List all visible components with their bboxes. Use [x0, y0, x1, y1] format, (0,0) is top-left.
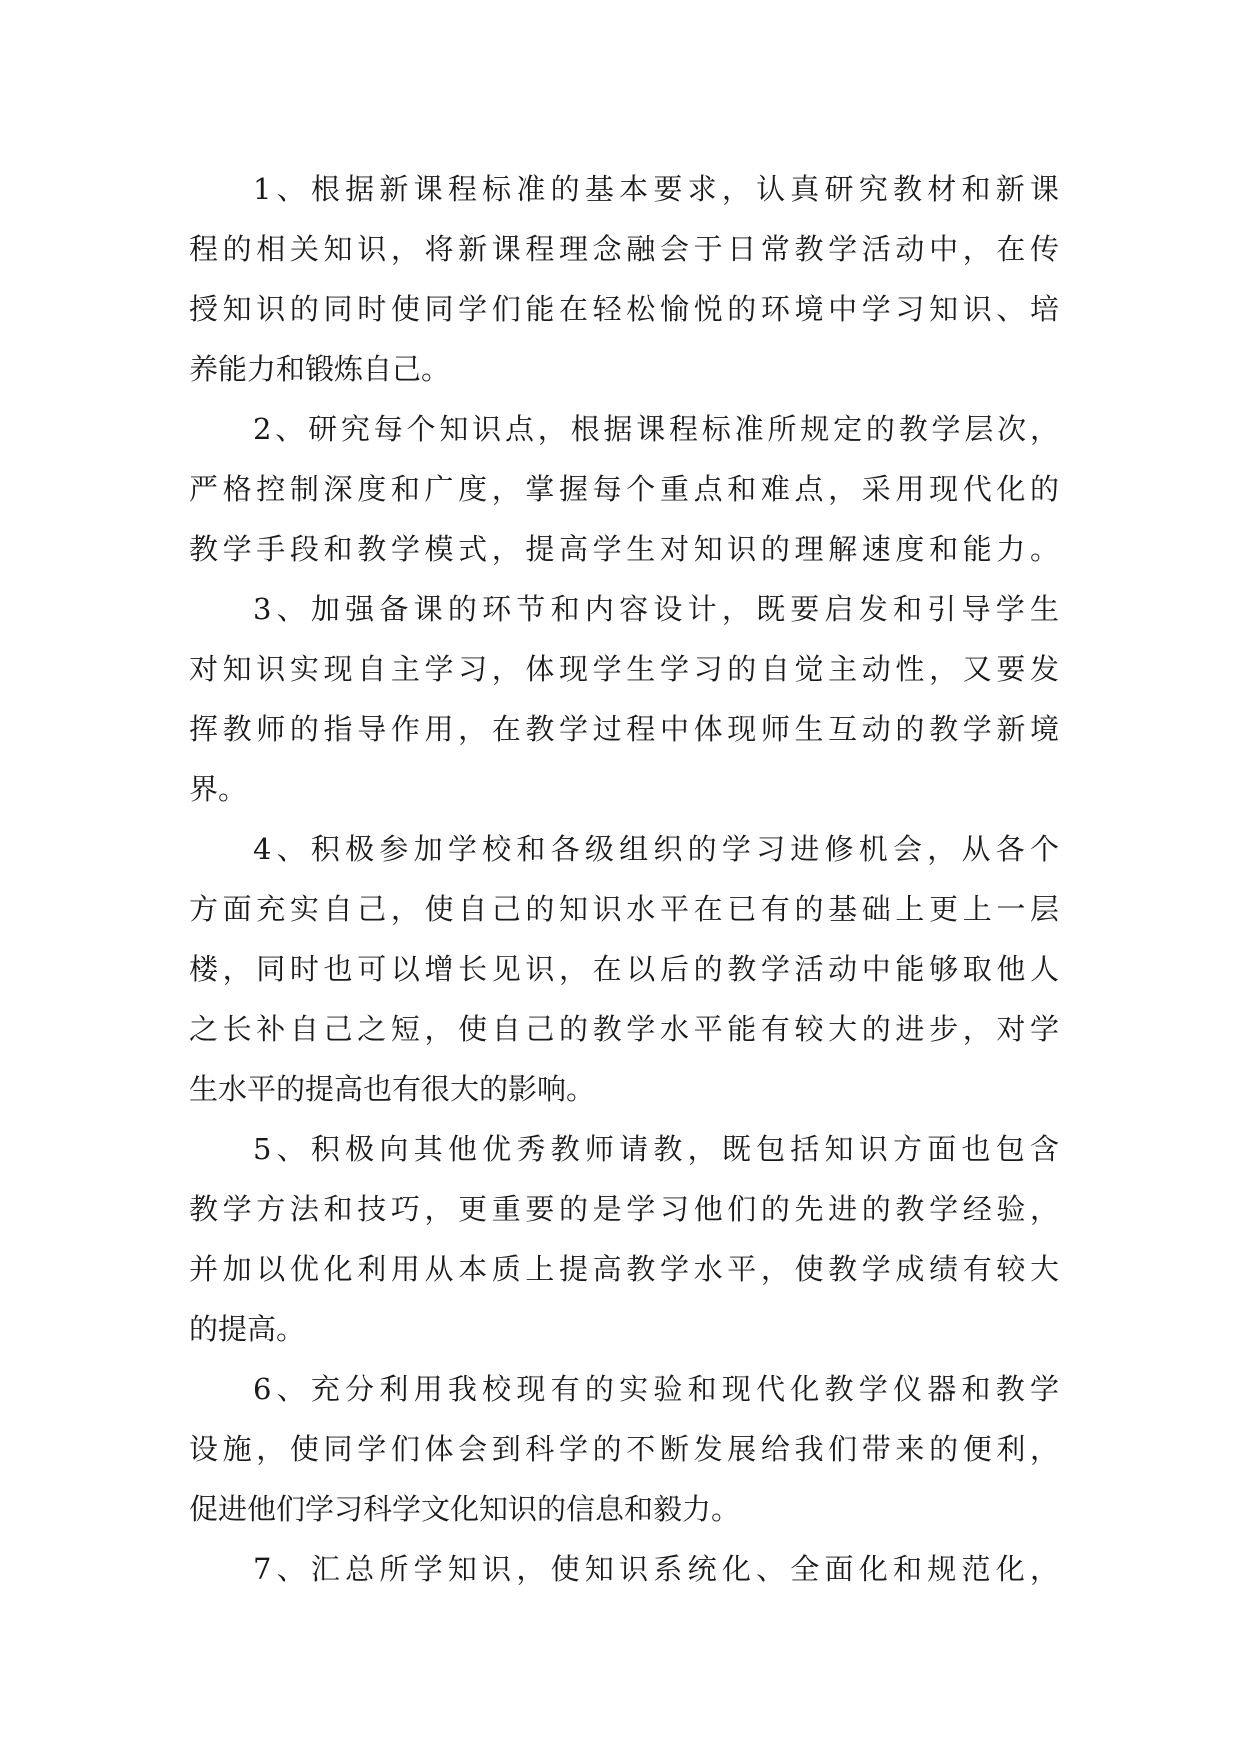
paragraph-7-line-1: 7、汇总所学知识，使知识系统化、全面化和规范化，	[253, 1552, 1059, 1586]
paragraph-3-line-4: 界。	[189, 772, 248, 806]
paragraph-1-line-2: 程的相关知识，将新课程理念融会于日常教学活动中，在传	[189, 232, 1059, 266]
paragraph-1-line-3: 授知识的同时使同学们能在轻松愉悦的环境中学习知识、培	[189, 292, 1059, 326]
paragraph-6-line-3: 促进他们学习科学文化知识的信息和毅力。	[189, 1492, 741, 1526]
paragraph-6-line-2: 设施，使同学们体会到科学的不断发展给我们带来的便利，	[189, 1432, 1059, 1466]
paragraph-2-line-3: 教学手段和教学模式，提高学生对知识的理解速度和能力。	[189, 532, 1059, 566]
paragraph-2-line-2: 严格控制深度和广度，掌握每个重点和难点，采用现代化的	[189, 472, 1059, 506]
paragraph-6-line-1: 6、充分利用我校现有的实验和现代化教学仪器和教学	[253, 1372, 1059, 1406]
paragraph-4-line-5: 生水平的提高也有很大的影响。	[189, 1072, 596, 1106]
paragraph-4-line-1: 4、积极参加学校和各级组织的学习进修机会，从各个	[253, 832, 1059, 866]
paragraph-3-line-2: 对知识实现自主学习，体现学生学习的自觉主动性，又要发	[189, 652, 1059, 686]
paragraph-2-line-1: 2、研究每个知识点，根据课程标准所规定的教学层次，	[253, 412, 1059, 446]
paragraph-4-line-4: 之长补自己之短，使自己的教学水平能有较大的进步，对学	[189, 1012, 1059, 1046]
paragraph-5-line-1: 5、积极向其他优秀教师请教，既包括知识方面也包含	[253, 1132, 1059, 1166]
paragraph-5-line-3: 并加以优化利用从本质上提高教学水平，使教学成绩有较大	[189, 1252, 1059, 1286]
paragraph-3-line-3: 挥教师的指导作用，在教学过程中体现师生互动的教学新境	[189, 712, 1059, 746]
paragraph-4-line-3: 楼，同时也可以增长见识，在以后的教学活动中能够取他人	[189, 952, 1059, 986]
paragraph-5-line-2: 教学方法和技巧，更重要的是学习他们的先进的教学经验，	[189, 1192, 1059, 1226]
paragraph-4-line-2: 方面充实自己，使自己的知识水平在已有的基础上更上一层	[189, 892, 1059, 926]
paragraph-1-line-4: 养能力和锻炼自己。	[189, 352, 451, 386]
paragraph-1-line-1: 1、根据新课程标准的基本要求，认真研究教材和新课	[253, 172, 1059, 206]
paragraph-5-line-4: 的提高。	[189, 1312, 306, 1346]
paragraph-3-line-1: 3、加强备课的环节和内容设计，既要启发和引导学生	[253, 592, 1059, 626]
